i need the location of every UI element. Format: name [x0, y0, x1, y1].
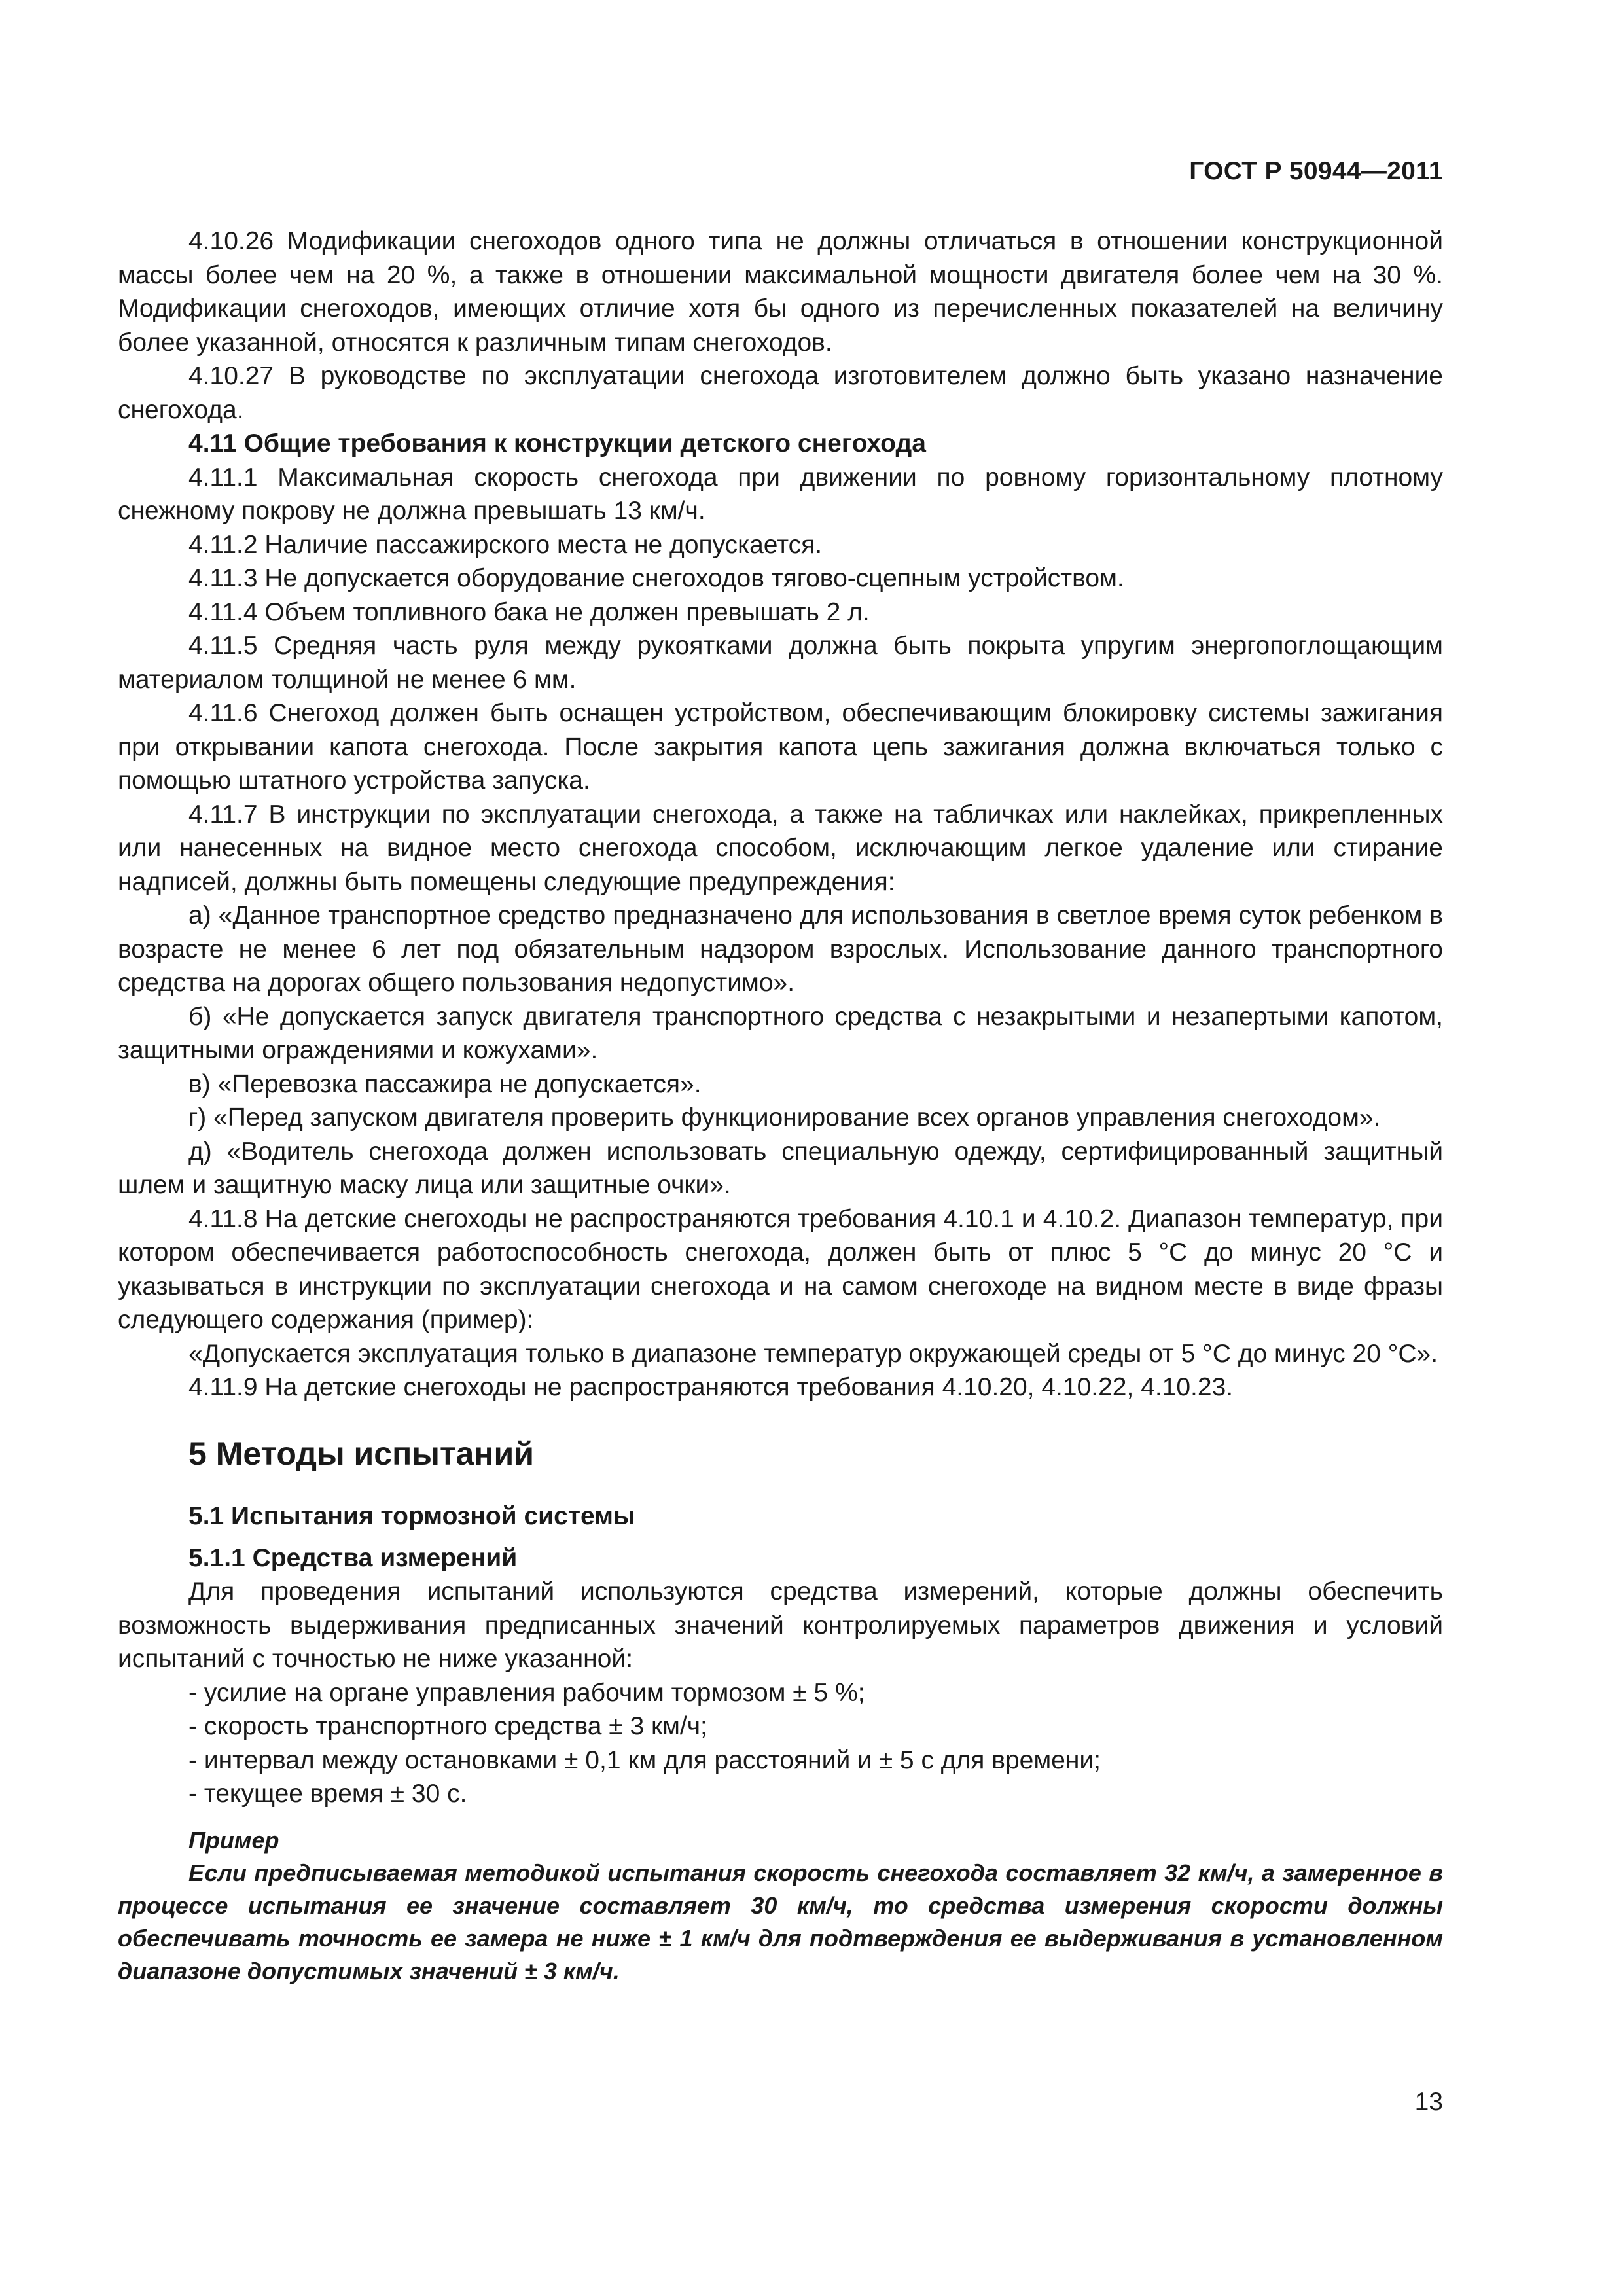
paragraph-4-11-6: 4.11.6 Снегоход должен быть оснащен устройством, обеспечивающим блокировку системы зажигания при открывании капота снегохода. После закрытия капота цепь зажигания должна включаться только с помощью штатного устройства запуска. [118, 699, 1443, 795]
page-number: 13 [1414, 2088, 1443, 2116]
paragraph-4-11-8: 4.11.8 На детские снегоходы не распространяются требования 4.10.1 и 4.10.2. Диапазон температур, при котором обеспечивается работоспособность снегохода, должен быть от плюс 5 °С до минус 20 °С и указываться в инструкции по эксплуатации снегохода и на самом снегоходе на видном месте в виде фразы следующего содержания (пример): [118, 1204, 1443, 1334]
warning-a: а) «Данное транспортное средство предназначено для использования в светлое время суток ребенком в возрасте не менее 6 лет под обязательным надзором взрослых. Использование данного транспортного средства на дорогах общего пользования недопустимо». [118, 901, 1443, 997]
heading-5-1: 5.1 Испытания тормозной системы [188, 1502, 635, 1530]
document-code: ГОСТ Р 50944—2011 [1189, 157, 1443, 185]
list-item: - скорость транспортного средства ± 3 км/ч; [188, 1712, 707, 1740]
paragraph-5-1-1-intro: Для проведения испытаний используются средства измерений, которые должны обеспечить возможность выдерживания предписанных значений контролируемых параметров движения и условий испытаний с точностью не ниже указанной: [118, 1577, 1443, 1673]
heading-4-11: 4.11 Общие требования к конструкции детского снегохода [188, 429, 926, 457]
paragraph-4-11-5: 4.11.5 Средняя часть руля между рукоятками должна быть покрыта упругим энергопоглощающим материалом толщиной не менее 6 мм. [118, 632, 1443, 694]
example-text: Если предписываемая методикой испытания скорость снегохода составляет 32 км/ч, а замеренное в процессе испытания ее значение составляет 30 км/ч, то средства измерения скорости должны обеспечивать точность ее замера не ниже ± 1 км/ч для подтверждения ее выдерживания в установленном диапазоне допустимых значений ± 3 км/ч. [118, 1859, 1443, 1984]
paragraph-4-11-2: 4.11.2 Наличие пассажирского места не допускается. [188, 530, 823, 559]
heading-section-5: 5 Методы испытаний [188, 1435, 534, 1472]
paragraph-4-11-9: 4.11.9 На детские снегоходы не распространяются требования 4.10.20, 4.10.22, 4.10.23. [188, 1373, 1234, 1401]
list-item: - текущее время ± 30 с. [188, 1780, 467, 1808]
paragraph-4-10-27: 4.10.27 В руководстве по эксплуатации снегохода изготовителем должно быть указано назначение снегохода. [118, 362, 1443, 424]
temperature-phrase: «Допускается эксплуатация только в диапазоне температур окружающей среды от 5 °С до минус 20 °С». [188, 1339, 1438, 1368]
paragraph-4-11-3: 4.11.3 Не допускается оборудование снегоходов тягово-сцепным устройством. [188, 564, 1124, 592]
warning-d: д) «Водитель снегохода должен использовать специальную одежду, сертифицированный защитный шлем и защитную маску лица или защитные очки». [118, 1137, 1443, 1199]
paragraph-4-10-26: 4.10.26 Модификации снегоходов одного типа не должны отличаться в отношении конструкционной массы более чем на 20 %, а также в отношении максимальной мощности двигателя более чем на 30 %. Модификации снегоходов, имеющих отличие хотя бы одного из перечисленных показателей на величину более указанной, относятся к различным типам снегоходов. [118, 227, 1443, 357]
example-title: Пример [188, 1826, 279, 1854]
list-item: - усилие на органе управления рабочим тормозом ± 5 %; [188, 1678, 865, 1707]
page-body [118, 224, 1443, 1988]
paragraph-4-11-1: 4.11.1 Максимальная скорость снегохода при движении по ровному горизонтальному плотному снежному покрову не должна превышать 13 км/ч. [118, 463, 1443, 525]
list-item: - интервал между остановками ± 0,1 км для расстояний и ± 5 с для времени; [188, 1746, 1101, 1774]
warning-b: б) «Не допускается запуск двигателя транспортного средства с незакрытыми и незапертыми капотом, защитными ограждениями и кожухами». [118, 1002, 1443, 1064]
heading-5-1-1: 5.1.1 Средства измерений [188, 1543, 518, 1572]
warning-g: г) «Перед запуском двигателя проверить функционирование всех органов управления снегоходом». [188, 1103, 1381, 1132]
paragraph-4-11-4: 4.11.4 Объем топливного бака не должен превышать 2 л. [188, 598, 870, 626]
warning-v: в) «Перевозка пассажира не допускается». [188, 1069, 702, 1098]
paragraph-4-11-7: 4.11.7 В инструкции по эксплуатации снегохода, а также на табличках или наклейках, прикрепленных или нанесенных на видное место снегохода способом, исключающим легкое удаление или стирание надписей, должны быть помещены следующие предупреждения: [118, 800, 1443, 896]
